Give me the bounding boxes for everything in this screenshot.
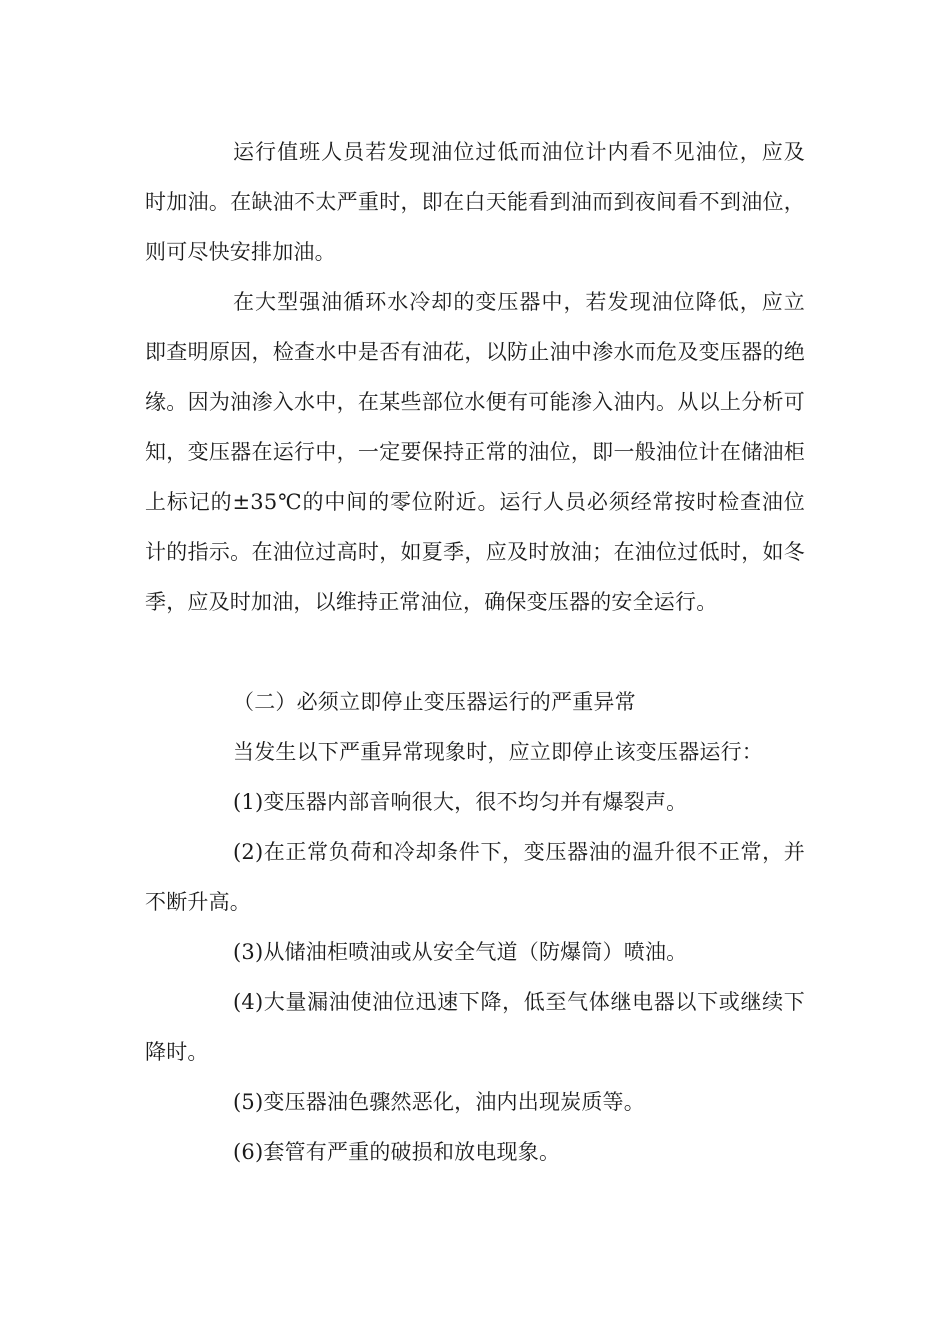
paragraph-intro: 当发生以下严重异常现象时，应立即停止该变压器运行：	[233, 740, 763, 764]
list-item-3: (3)从储油柜喷油或从安全气道（防爆筒）喷油。	[233, 940, 688, 964]
paragraph-forced-oil-cooling: 在大型强油循环水冷却的变压器中，若发现油位降低，应立即查明原因，检查水中是否有油花，以防止油中渗水而危及变压器的绝缘。因为油渗入水中，在某些部位水便有可能渗入油内。从以上分析可知，变压器在运行中，一定要保持正常的油位，即一般油位计在储油柜上标记的±35℃的中间的零位附近。运行人员必须经常按时检查油位计的指示。在油位过高时，如夏季，应及时放油；在油位过低时，如冬季，应及时加油，以维持正常油位，确保变压器的安全运行。	[145, 290, 805, 614]
list-item-4: (4)大量漏油使油位迅速下降，低至气体继电器以下或继续下降时。	[145, 990, 805, 1064]
section-heading: （二）必须立即停止变压器运行的严重异常	[233, 690, 636, 714]
list-item-5: (5)变压器油色骤然恶化，油内出现炭质等。	[233, 1090, 645, 1114]
list-item-2: (2)在正常负荷和冷却条件下，变压器油的温升很不正常，并不断升高。	[145, 840, 805, 914]
paragraph-low-oil-level: 运行值班人员若发现油位过低而油位计内看不见油位，应及时加油。在缺油不太严重时，即在白天能看到油而到夜间看不到油位，则可尽快安排加油。	[145, 140, 805, 264]
list-item-1: (1)变压器内部音响很大，很不均匀并有爆裂声。	[233, 790, 688, 814]
list-item-6: (6)套管有严重的破损和放电现象。	[233, 1140, 561, 1164]
